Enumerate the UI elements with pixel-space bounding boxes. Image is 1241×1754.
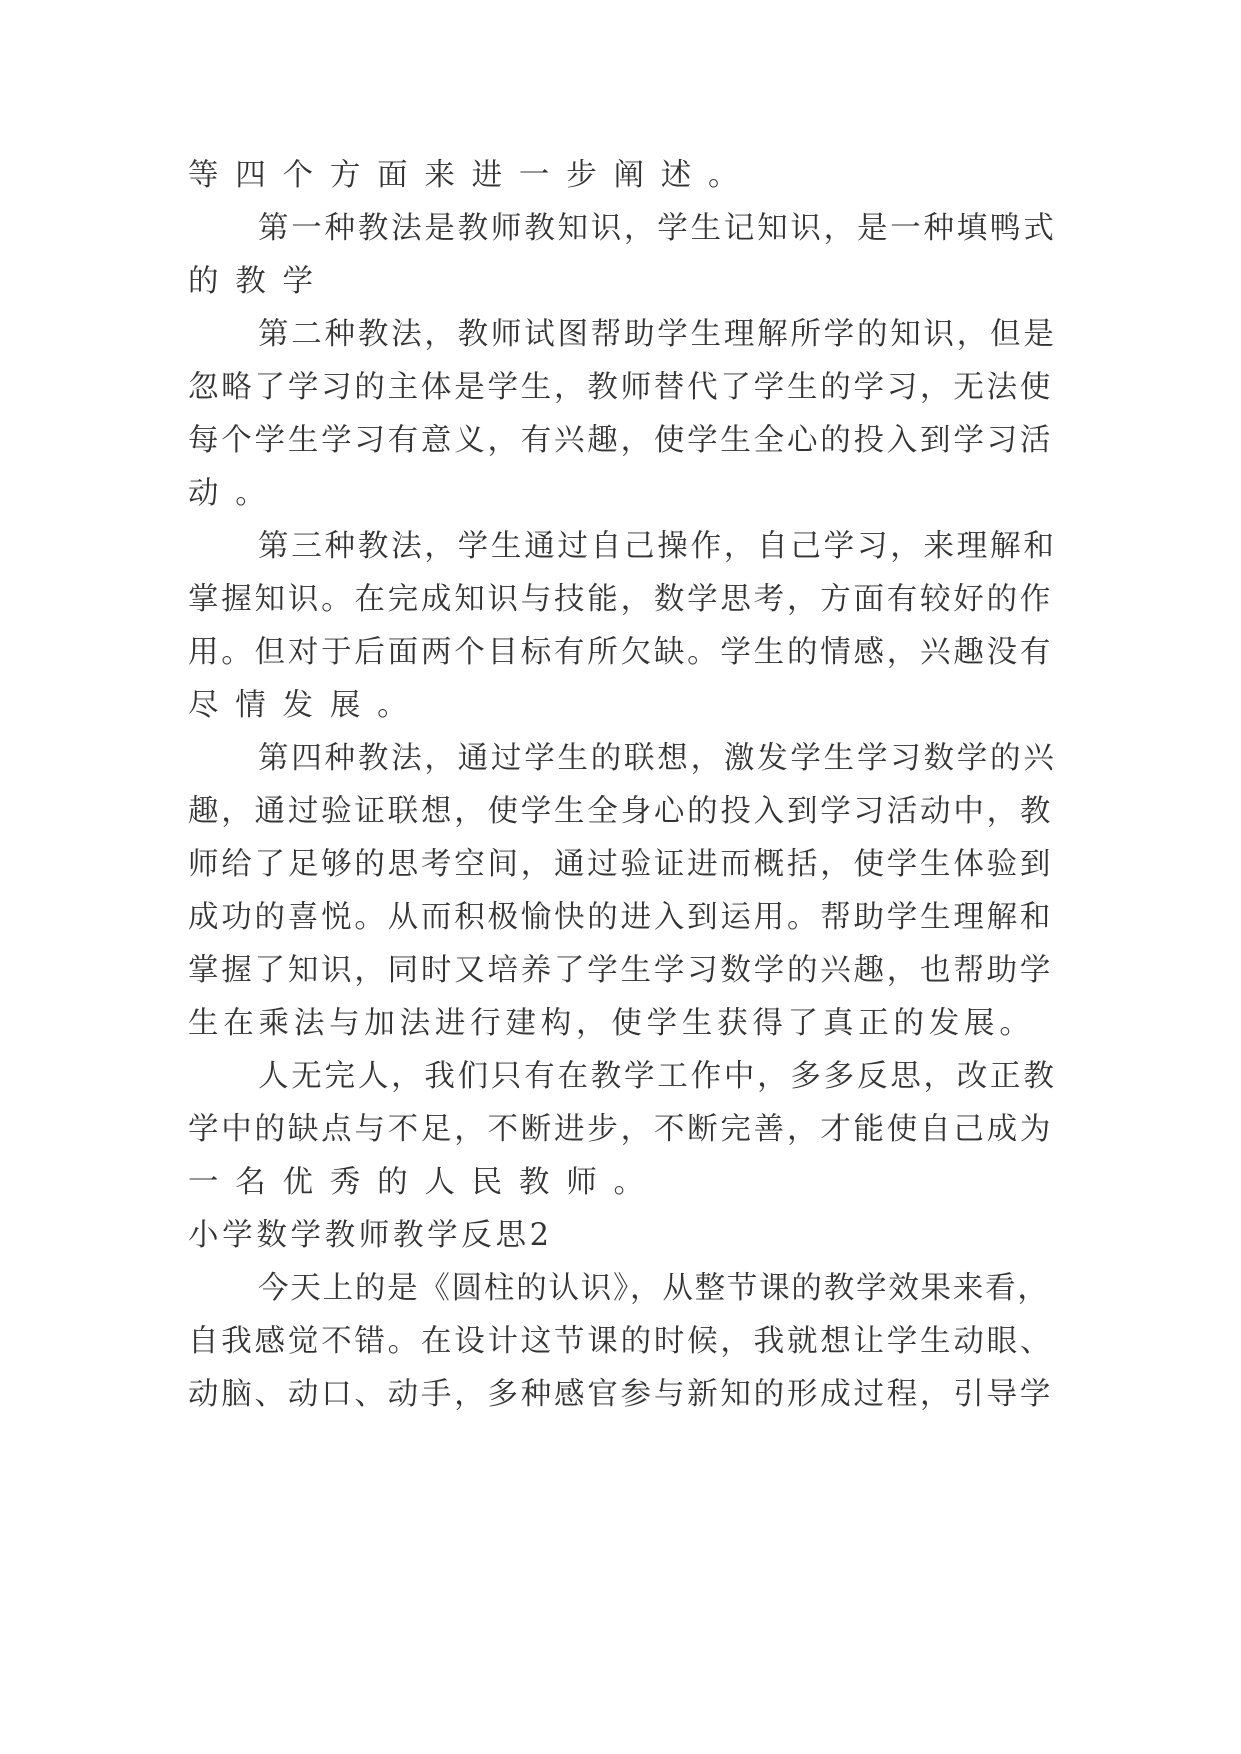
text-line: 忽略了学习的主体是学生，教师替代了学生的学习，无法使 [188, 370, 1054, 405]
text-line: 的教学 [188, 264, 330, 299]
paragraph-start-line: 今天上的是《圆柱的认识》，从整节课的教学效果来看， [258, 1271, 1050, 1306]
text-line: 掌握了知识，同时又培养了学生学习数学的兴趣，也帮助学 [188, 953, 1054, 988]
paragraph-start-line: 第二种教法，教师试图帮助学生理解所学的知识，但是 [258, 317, 1057, 352]
text-line: 尽情发展。 [188, 688, 425, 723]
paragraph-start-line: 第四种教法，通过学生的联想，激发学生学习数学的兴 [258, 741, 1057, 776]
paragraph-start-line: 第三种教法，学生通过自己操作，自己学习，来理解和 [258, 529, 1057, 564]
text-line: 掌握知识。在完成知识与技能，数学思考，方面有较好的作 [188, 582, 1054, 617]
text-line: 动脑、动口、动手，多种感官参与新知的形成过程，引导学 [188, 1377, 1054, 1412]
section-heading: 小学数学教师教学反思2 [188, 1218, 553, 1253]
text-line: 等四个方面来进一步阐述。 [188, 158, 756, 193]
paragraph-start-line: 人无完人，我们只有在教学工作中，多多反思，改正教 [258, 1059, 1057, 1094]
text-line: 趣，通过验证联想，使学生全身心的投入到学习活动中，教 [188, 794, 1054, 829]
text-line: 师给了足够的思考空间，通过验证进而概括，使学生体验到 [188, 847, 1054, 882]
text-line: 生在乘法与加法进行建构，使学生获得了真正的发展。 [188, 1006, 1035, 1041]
text-line: 成功的喜悦。从而积极愉快的进入到运用。帮助学生理解和 [188, 900, 1054, 935]
text-line: 一名优秀的人民教师。 [188, 1165, 661, 1200]
paragraph-start-line: 第一种教法是教师教知识，学生记知识，是一种填鸭式 [258, 211, 1057, 246]
text-line: 自我感觉不错。在设计这节课的时候，我就想让学生动眼、 [188, 1324, 1054, 1359]
text-line: 用。但对于后面两个目标有所欠缺。学生的情感，兴趣没有 [188, 635, 1054, 670]
text-line: 每个学生学习有意义，有兴趣，使学生全心的投入到学习活 [188, 423, 1054, 458]
text-line: 动。 [188, 476, 283, 511]
text-line: 学中的缺点与不足，不断进步，不断完善，才能使自己成为 [188, 1112, 1054, 1147]
